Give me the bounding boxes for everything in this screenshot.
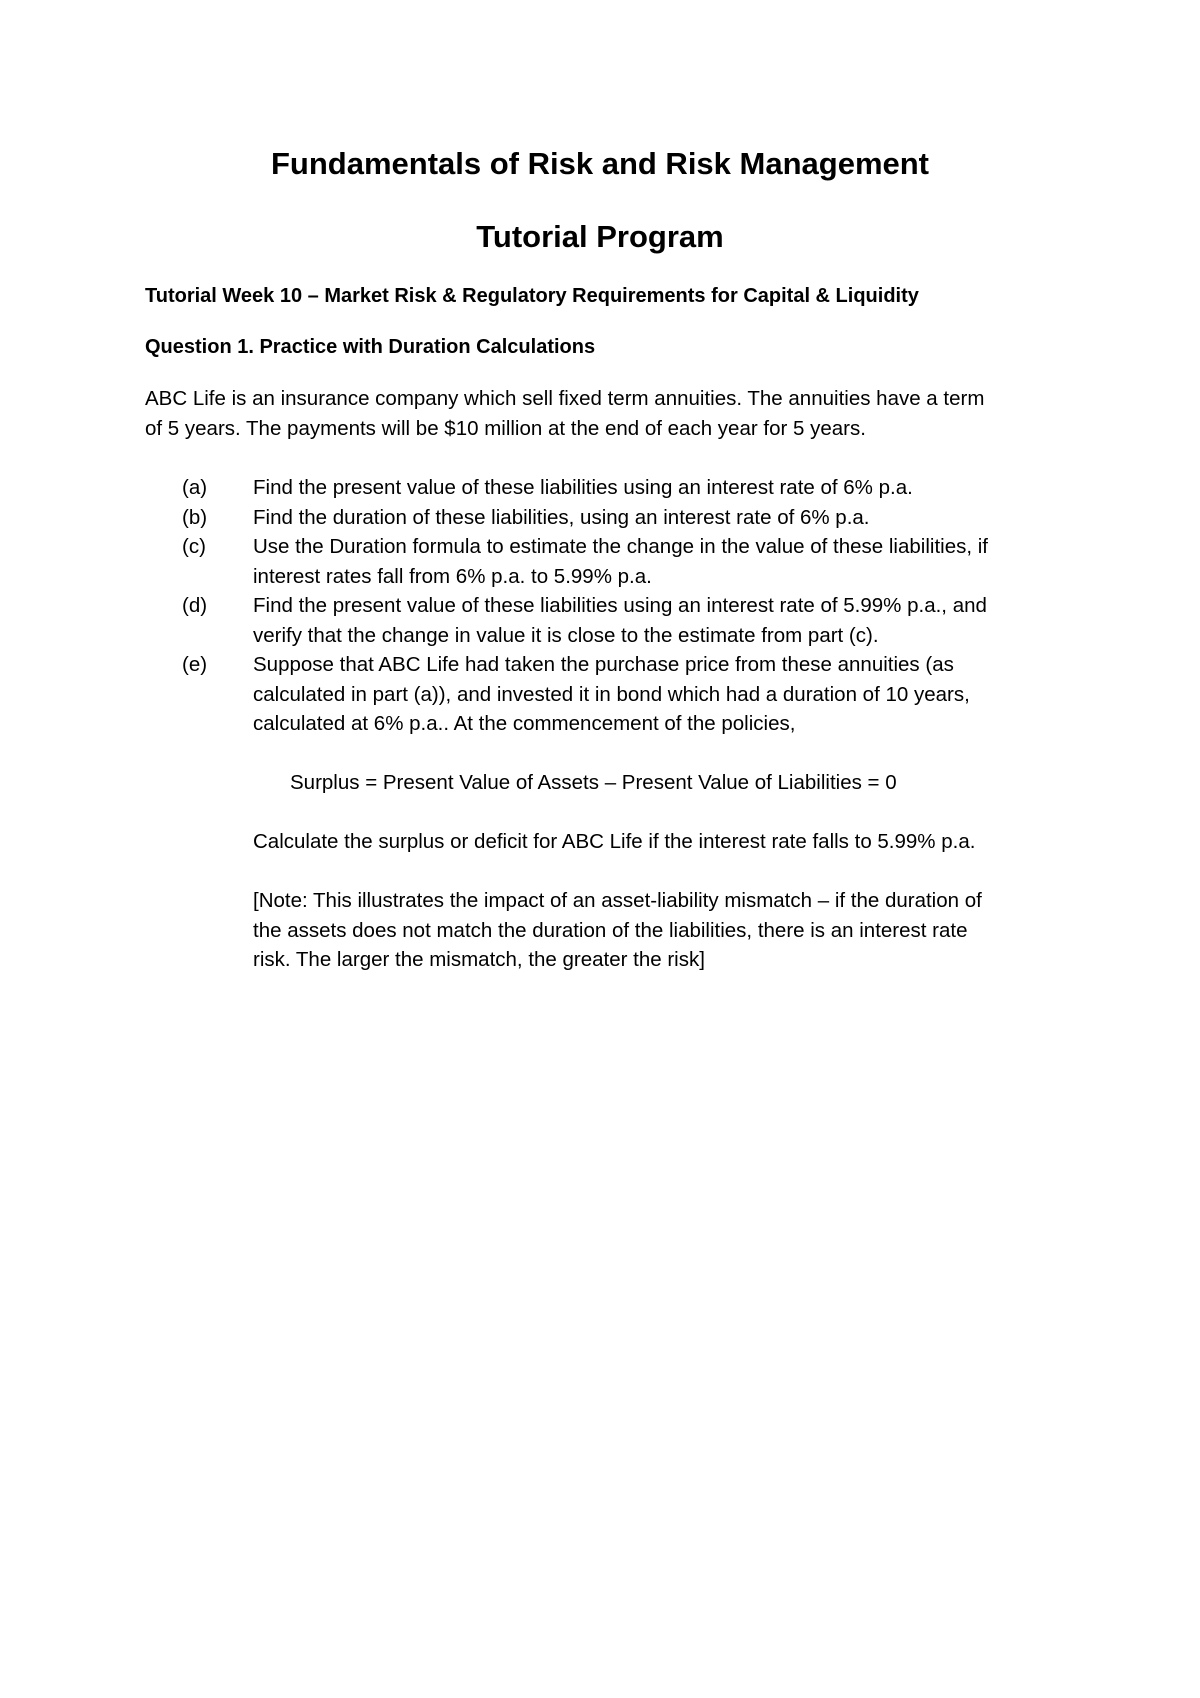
part-text [253, 532, 1075, 591]
part-line: Find the present value of these liabilities using an interest rate of 5.99% p.a., and [253, 594, 987, 617]
surplus-equation: Surplus = Present Value of Assets – Present Value of Liabilities = 0 [290, 771, 897, 794]
question-parts-list [145, 473, 1075, 975]
question-part-b [145, 503, 1075, 533]
part-text [253, 650, 1075, 975]
part-line: interest rates fall from 6% p.a. to 5.99% p.a. [253, 564, 652, 588]
part-line: Find the present value of these liabilities using an interest rate of 6% p.a. [253, 476, 913, 499]
week-heading: Tutorial Week 10 – Market Risk & Regulatory Requirements for Capital & Liquidity [145, 285, 919, 307]
note-block [253, 886, 1075, 975]
question-heading: Question 1. Practice with Duration Calculations [145, 336, 596, 358]
question-part-c [145, 532, 1075, 591]
question-part-e [145, 650, 1075, 975]
part-text [253, 503, 1075, 533]
part-line: verify that the change in value it is close to the estimate from part (c). [253, 623, 879, 647]
part-label: (b) [182, 505, 208, 529]
question-part-d [145, 591, 1075, 650]
part-text [253, 591, 1075, 650]
intro-line: of 5 years. The payments will be $10 million at the end of each year for 5 years. [145, 417, 866, 440]
intro-line: ABC Life is an insurance company which sell fixed term annuities. The annuities have a term [145, 387, 985, 410]
document-subtitle: Tutorial Program [476, 219, 724, 254]
document-title: Fundamentals of Risk and Risk Management [270, 146, 930, 181]
part-label: (e) [182, 653, 208, 676]
question-part-a [145, 473, 1075, 503]
part-line: calculated in part (a)), and invested it in bond which had a duration of 10 years, [253, 682, 970, 706]
part-line: calculated at 6% p.a.. At the commencement of the policies, [253, 712, 796, 735]
note-line: [Note: This illustrates the impact of an asset-liability mismatch – if the duration of [253, 889, 982, 912]
part-line: Suppose that ABC Life had taken the purchase price from these annuities (as [253, 653, 954, 676]
follow-up-question: Calculate the surplus or deficit for ABC Life if the interest rate falls to 5.99% p.a. [253, 830, 976, 853]
part-label: (d) [182, 594, 208, 617]
part-line: Find the duration of these liabilities, using an interest rate of 6% p.a. [253, 505, 870, 529]
note-line: risk. The larger the mismatch, the greater the risk] [253, 948, 705, 971]
intro-paragraph [145, 384, 1075, 444]
part-text [253, 473, 1075, 503]
part-label: (a) [182, 476, 208, 499]
part-line: Use the Duration formula to estimate the change in the value of these liabilities, if [253, 535, 988, 558]
part-label: (c) [182, 535, 206, 558]
note-line: the assets does not match the duration of the liabilities, there is an interest rate [253, 918, 968, 942]
